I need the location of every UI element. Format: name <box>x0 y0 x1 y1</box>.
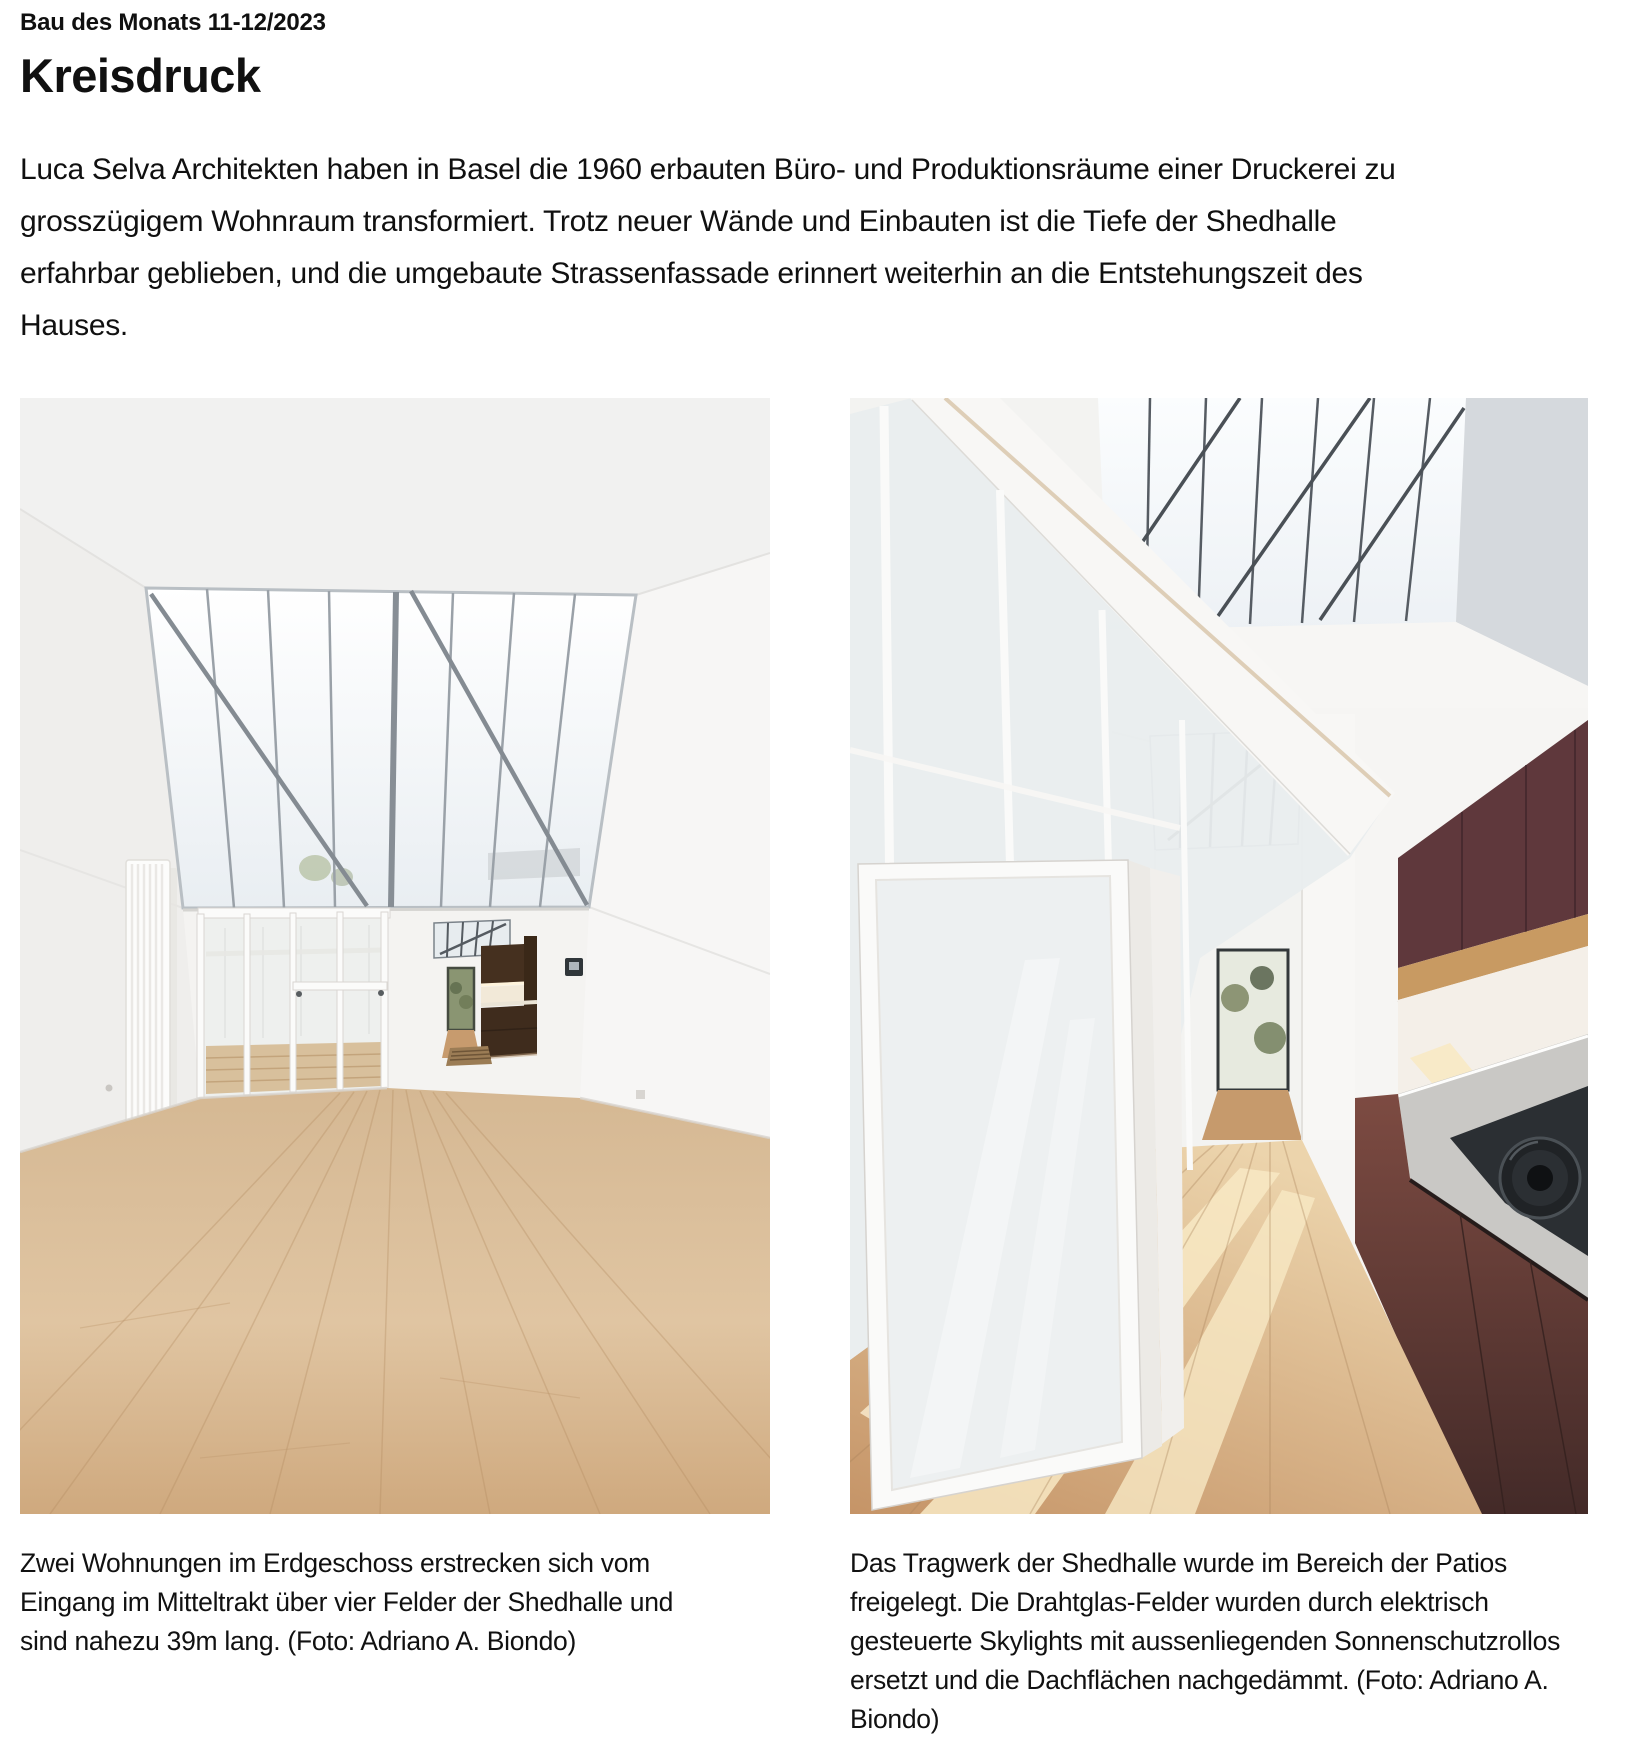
kitchen-wall-cabinets <box>481 944 524 986</box>
wall-socket <box>636 1090 645 1099</box>
door-handle <box>296 991 302 997</box>
photo-right-patio-kitchen <box>850 398 1588 1514</box>
caption-right: Das Tragwerk der Shedhalle wurde im Bereich der Patios freigelegt. Die Drahtglas-Felder wurden durch elektrisch gesteuerte Skylights mit aussenliegenden Sonnenschutzrollos ersetzt und die Dachflächen nachgedämmt. (Foto: Adriano A. Biondo) <box>850 1548 1561 1734</box>
door-transom <box>293 982 387 990</box>
foliage-through-glass <box>299 855 331 881</box>
caption-left: Zwei Wohnungen im Erdgeschoss erstrecken sich vom Eingang im Mitteltrakt über vier Felder der Shedhalle und sind nahezu 39m lang. (Foto: Adriano A. Biondo) <box>20 1548 674 1656</box>
figure-right <box>850 398 1590 1739</box>
photo-row <box>20 398 1606 1739</box>
radiator <box>126 860 177 1125</box>
background-kitchen <box>481 936 537 1058</box>
ceiling-plane <box>20 398 770 595</box>
shed-skylight <box>146 588 636 910</box>
corridor-floor <box>1202 1090 1302 1140</box>
wall-socket <box>106 1085 113 1092</box>
undercabinet-light <box>481 983 524 985</box>
thermostat-display <box>569 962 579 970</box>
door-handle <box>378 990 384 996</box>
corridor-far-end <box>442 968 480 1058</box>
photo-left-shedhalle-interior <box>20 398 770 1514</box>
intro-paragraph: Luca Selva Architekten haben in Basel die 1960 erbauten Büro- und Produktionsräume einer Druckerei zu grosszügigem Wohnraum transformiert. Trotz neuer Wände und Einbauten ist die Tiefe der Shedhalle erfahrbar geblieben, und die umgebaute Strassenfassade erinnert weiterhin an die Entstehungszeit des Hauses. <box>20 153 1396 342</box>
open-glass-door <box>858 860 1184 1510</box>
page-title: Kreisdruck <box>20 49 261 102</box>
kitchen-base-cabinets <box>481 1005 537 1058</box>
article-kicker: Bau des Monats 11-12/2023 <box>20 9 326 36</box>
figure-left <box>20 398 770 1739</box>
glass-partition <box>197 908 390 1098</box>
